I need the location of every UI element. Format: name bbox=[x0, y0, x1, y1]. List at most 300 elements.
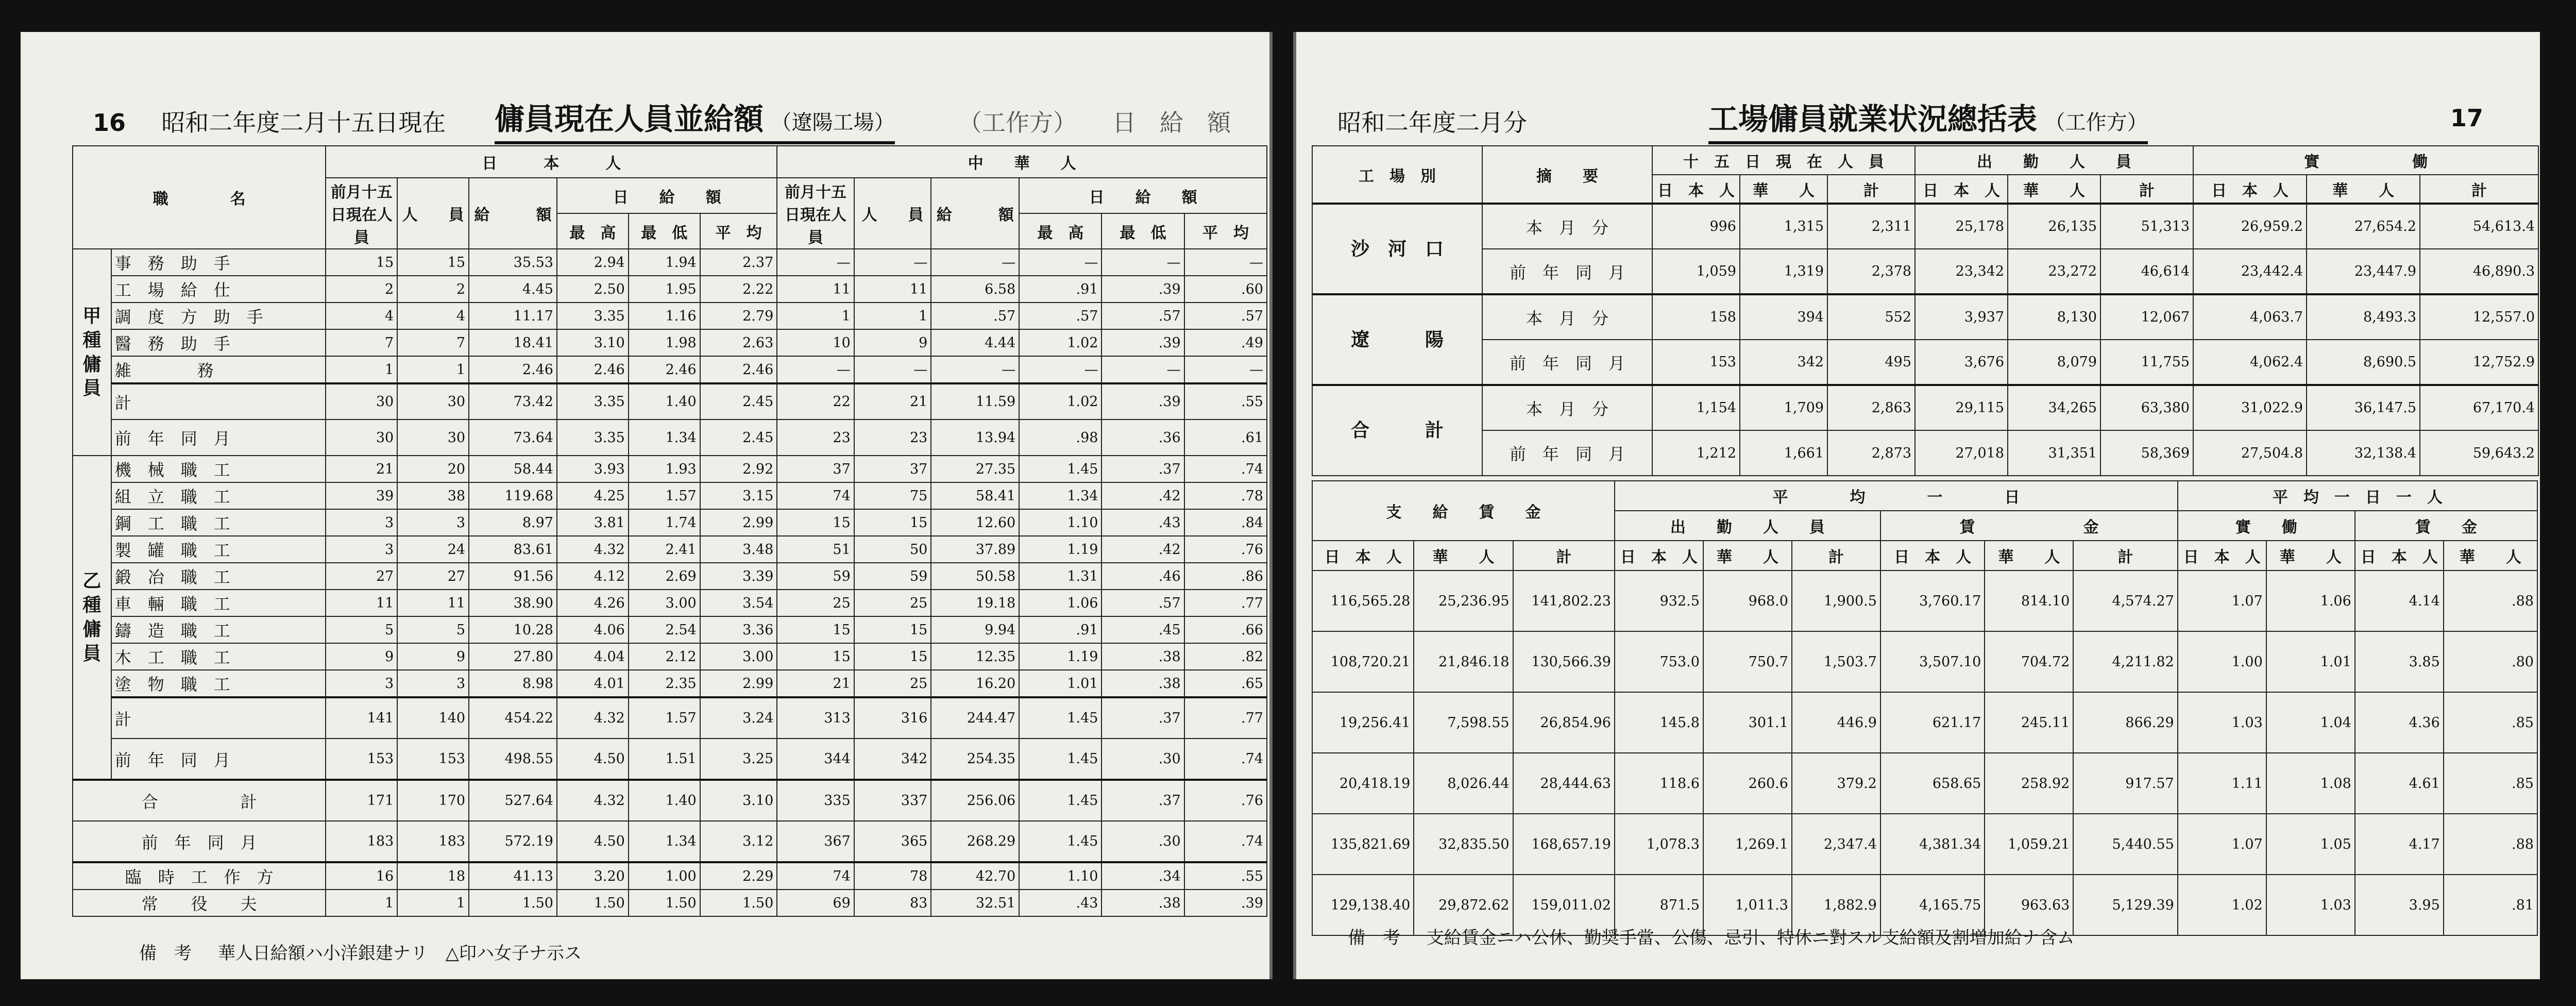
value-cell: 2.45 bbox=[700, 420, 777, 456]
value-cell: 25 bbox=[854, 670, 931, 697]
value-cell: 15 bbox=[854, 643, 931, 670]
row-label: 前 年 同 月 bbox=[111, 420, 326, 456]
value-cell: 38.90 bbox=[469, 590, 557, 616]
value-cell: 15 bbox=[326, 249, 397, 276]
value-cell: .39 bbox=[1101, 329, 1184, 356]
value-cell: 11.59 bbox=[931, 383, 1019, 420]
value-cell: 12,557.0 bbox=[2420, 294, 2538, 340]
value-cell: 22 bbox=[777, 383, 854, 420]
value-cell: 23 bbox=[854, 420, 931, 456]
value-cell: 4.32 bbox=[557, 780, 629, 821]
value-cell: .38 bbox=[1101, 643, 1184, 670]
table-row bbox=[1312, 753, 2537, 814]
value-cell: 3.81 bbox=[557, 509, 629, 536]
value-cell: 1.57 bbox=[629, 697, 700, 739]
value-cell: 4,063.7 bbox=[2193, 294, 2307, 340]
row-label: 前 年 同 月 bbox=[1482, 430, 1652, 476]
value-cell: 11 bbox=[326, 590, 397, 616]
value-cell: 258.92 bbox=[1985, 753, 2073, 814]
value-cell: 37.89 bbox=[931, 536, 1019, 563]
value-cell: 75 bbox=[854, 482, 931, 509]
value-cell: 170 bbox=[397, 780, 469, 821]
value-cell: 13.94 bbox=[931, 420, 1019, 456]
value-cell: 27.35 bbox=[931, 456, 1019, 482]
value-cell: — bbox=[1184, 356, 1267, 383]
row-label: 合 計 bbox=[73, 780, 326, 821]
lower-head-nihon-3: 日 本 人 bbox=[1880, 541, 1985, 571]
value-cell: .37 bbox=[1101, 456, 1184, 482]
col-head-cn-max: 最 高 bbox=[1019, 213, 1101, 249]
value-cell: 28,444.63 bbox=[1513, 753, 1615, 814]
value-cell: .84 bbox=[1184, 509, 1267, 536]
value-cell: 1.07 bbox=[2178, 571, 2266, 631]
table-row bbox=[73, 509, 1267, 536]
value-cell: 4.26 bbox=[557, 590, 629, 616]
value-cell: 58.44 bbox=[469, 456, 557, 482]
value-cell: .36 bbox=[1101, 420, 1184, 456]
value-cell: 1.04 bbox=[2266, 692, 2355, 753]
value-cell: 871.5 bbox=[1615, 875, 1703, 935]
value-cell: 4.04 bbox=[557, 643, 629, 670]
value-cell: .42 bbox=[1101, 482, 1184, 509]
value-cell: 750.7 bbox=[1703, 631, 1792, 692]
value-cell: 2.54 bbox=[629, 616, 700, 643]
table-row bbox=[73, 356, 1267, 383]
col-head-cn-prev: 前月十五日現在人員 bbox=[777, 178, 854, 249]
table-row bbox=[73, 821, 1267, 862]
value-cell: 7,598.55 bbox=[1414, 692, 1513, 753]
value-cell: 30 bbox=[326, 420, 397, 456]
value-cell: 2,311 bbox=[1827, 204, 1915, 249]
value-cell: 4.32 bbox=[557, 697, 629, 739]
value-cell: 1.31 bbox=[1019, 563, 1101, 590]
value-cell: 7 bbox=[397, 329, 469, 356]
value-cell: 4.25 bbox=[557, 482, 629, 509]
value-cell: 12,752.9 bbox=[2420, 340, 2538, 385]
value-cell: 2.35 bbox=[629, 670, 700, 697]
left-page bbox=[21, 32, 1273, 979]
value-cell: 26,135 bbox=[2008, 204, 2100, 249]
value-cell: 153 bbox=[397, 739, 469, 780]
value-cell: 140 bbox=[397, 697, 469, 739]
value-cell: 2.45 bbox=[700, 383, 777, 420]
value-cell: .57 bbox=[1019, 303, 1101, 329]
value-cell: 2.63 bbox=[700, 329, 777, 356]
value-cell: 27 bbox=[397, 563, 469, 590]
value-cell: .60 bbox=[1184, 276, 1267, 303]
value-cell: 41.13 bbox=[469, 862, 557, 890]
value-cell: — bbox=[1019, 249, 1101, 276]
table-row bbox=[73, 780, 1267, 821]
value-cell: 2.46 bbox=[469, 356, 557, 383]
upper-head-jitsu: 實 働 bbox=[2193, 146, 2538, 175]
col-head-jp-max: 最 高 bbox=[557, 213, 629, 249]
value-cell: 8.97 bbox=[469, 509, 557, 536]
value-cell: 658.65 bbox=[1880, 753, 1985, 814]
value-cell: 1.06 bbox=[2266, 571, 2355, 631]
value-cell: 3.24 bbox=[700, 697, 777, 739]
value-cell: 2.94 bbox=[557, 249, 629, 276]
value-cell: 2,873 bbox=[1827, 430, 1915, 476]
row-label: 本 月 分 bbox=[1482, 204, 1652, 249]
value-cell: 1.02 bbox=[1019, 383, 1101, 420]
value-cell: .57 bbox=[1184, 303, 1267, 329]
value-cell: 145.8 bbox=[1615, 692, 1703, 753]
col-head-jp-avg: 平 均 bbox=[700, 213, 777, 249]
value-cell: 35.53 bbox=[469, 249, 557, 276]
lower-head-nihon-4: 日 本 人 bbox=[2178, 541, 2266, 571]
right-upper-table bbox=[1312, 145, 2539, 476]
right-title-block bbox=[1708, 95, 2148, 144]
value-cell: 996 bbox=[1652, 204, 1740, 249]
row-label: 車 輛 職 工 bbox=[111, 590, 326, 616]
value-cell: 21 bbox=[854, 383, 931, 420]
value-cell: .42 bbox=[1101, 536, 1184, 563]
value-cell: 2,378 bbox=[1827, 249, 1915, 294]
row-label: 調 度 方 助 手 bbox=[111, 303, 326, 329]
value-cell: 1.57 bbox=[629, 482, 700, 509]
value-cell: 54,613.4 bbox=[2420, 204, 2538, 249]
value-cell: 3 bbox=[326, 670, 397, 697]
value-cell: 153 bbox=[1652, 340, 1740, 385]
table-row bbox=[1312, 631, 2537, 692]
value-cell: 1.74 bbox=[629, 509, 700, 536]
value-cell: 108,720.21 bbox=[1312, 631, 1414, 692]
value-cell: 268.29 bbox=[931, 821, 1019, 862]
table-row bbox=[73, 643, 1267, 670]
value-cell: 20,418.19 bbox=[1312, 753, 1414, 814]
value-cell: 342 bbox=[1740, 340, 1827, 385]
value-cell: 260.6 bbox=[1703, 753, 1792, 814]
value-cell: 572.19 bbox=[469, 821, 557, 862]
value-cell: 4.50 bbox=[557, 821, 629, 862]
lower-head-shikyu: 支 給 賃 金 bbox=[1312, 481, 1615, 541]
upper-head-chuka-1: 華 人 bbox=[1740, 175, 1827, 204]
table-row bbox=[73, 697, 1267, 739]
left-table bbox=[72, 145, 1267, 917]
value-cell: 1.40 bbox=[629, 780, 700, 821]
value-cell: 1.01 bbox=[1019, 670, 1101, 697]
value-cell: 244.47 bbox=[931, 697, 1019, 739]
col-head-jp-prev: 前月十五日現在人員 bbox=[326, 178, 397, 249]
value-cell: 704.72 bbox=[1985, 631, 2073, 692]
value-cell: 454.22 bbox=[469, 697, 557, 739]
value-cell: .91 bbox=[1019, 276, 1101, 303]
value-cell: — bbox=[854, 249, 931, 276]
value-cell: — bbox=[931, 249, 1019, 276]
table-row bbox=[1312, 204, 2538, 249]
value-cell: — bbox=[777, 249, 854, 276]
lower-head-nihon-5: 日 本 人 bbox=[2355, 541, 2444, 571]
value-cell: 21 bbox=[777, 670, 854, 697]
row-label: 鍛 冶 職 工 bbox=[111, 563, 326, 590]
value-cell: 10 bbox=[777, 329, 854, 356]
upper-head-kei-3: 計 bbox=[2420, 175, 2538, 204]
value-cell: 1.08 bbox=[2266, 753, 2355, 814]
left-note-label: 備 考 bbox=[139, 943, 192, 964]
value-cell: 1.34 bbox=[629, 821, 700, 862]
value-cell: 2.46 bbox=[629, 356, 700, 383]
value-cell: 9 bbox=[326, 643, 397, 670]
value-cell: .39 bbox=[1101, 383, 1184, 420]
table-row bbox=[73, 456, 1267, 482]
value-cell: 25,178 bbox=[1915, 204, 2008, 249]
row-label: 事 務 助 手 bbox=[111, 249, 326, 276]
lower-head-jitsudo: 實 働 bbox=[2178, 511, 2355, 541]
left-page-number: 16 bbox=[93, 109, 126, 137]
value-cell: .85 bbox=[2444, 753, 2537, 814]
table-row bbox=[73, 563, 1267, 590]
table-row bbox=[73, 890, 1267, 916]
value-cell: 1,709 bbox=[1740, 385, 1827, 430]
value-cell: 4.44 bbox=[931, 329, 1019, 356]
table-row bbox=[73, 276, 1267, 303]
col-head-nihon: 日 本 人 bbox=[326, 146, 777, 178]
value-cell: .74 bbox=[1184, 821, 1267, 862]
value-cell: 83.61 bbox=[469, 536, 557, 563]
value-cell: 135,821.69 bbox=[1312, 814, 1414, 875]
value-cell: .37 bbox=[1101, 697, 1184, 739]
value-cell: .49 bbox=[1184, 329, 1267, 356]
value-cell: 337 bbox=[854, 780, 931, 821]
value-cell: .30 bbox=[1101, 821, 1184, 862]
value-cell: 1 bbox=[777, 303, 854, 329]
value-cell: 316 bbox=[854, 697, 931, 739]
row-label: 本 月 分 bbox=[1482, 385, 1652, 430]
upper-head-chuka-2: 華 人 bbox=[2008, 175, 2100, 204]
value-cell: .57 bbox=[1101, 303, 1184, 329]
value-cell: 20 bbox=[397, 456, 469, 482]
value-cell: 4.12 bbox=[557, 563, 629, 590]
value-cell: 118.6 bbox=[1615, 753, 1703, 814]
value-cell: 37 bbox=[777, 456, 854, 482]
upper-head-nihon-3: 日 本 人 bbox=[2193, 175, 2307, 204]
value-cell: 379.2 bbox=[1792, 753, 1880, 814]
table-row bbox=[73, 536, 1267, 563]
upper-head-kei-2: 計 bbox=[2100, 175, 2193, 204]
value-cell: 1 bbox=[326, 890, 397, 916]
value-cell: 1,900.5 bbox=[1792, 571, 1880, 631]
value-cell: .43 bbox=[1101, 509, 1184, 536]
row-label: 機 械 職 工 bbox=[111, 456, 326, 482]
value-cell: 78 bbox=[854, 862, 931, 890]
col-head-cn-kyugaku: 給 額 bbox=[931, 178, 1019, 249]
value-cell: 59,643.2 bbox=[2420, 430, 2538, 476]
upper-head-chuka-3: 華 人 bbox=[2307, 175, 2420, 204]
right-subtitle: （工作方） bbox=[2044, 111, 2148, 135]
value-cell: 1 bbox=[397, 890, 469, 916]
value-cell: 3.93 bbox=[557, 456, 629, 482]
value-cell: 11 bbox=[854, 276, 931, 303]
value-cell: 917.57 bbox=[2073, 753, 2177, 814]
value-cell: 91.56 bbox=[469, 563, 557, 590]
value-cell: 1,059 bbox=[1652, 249, 1740, 294]
value-cell: 6.58 bbox=[931, 276, 1019, 303]
left-running-head bbox=[93, 104, 446, 138]
value-cell: 74 bbox=[777, 482, 854, 509]
table-row bbox=[1312, 385, 2538, 430]
value-cell: 16.20 bbox=[931, 670, 1019, 697]
value-cell: .76 bbox=[1184, 780, 1267, 821]
upper-head-nihon-2: 日 本 人 bbox=[1915, 175, 2008, 204]
value-cell: 15 bbox=[777, 509, 854, 536]
value-cell: 159,011.02 bbox=[1513, 875, 1615, 935]
value-cell: 30 bbox=[326, 383, 397, 420]
value-cell: 67,170.4 bbox=[2420, 385, 2538, 430]
left-note-text: 華人日給額ハ小洋銀建ナリ △印ハ女子ナ示ス bbox=[217, 943, 582, 964]
value-cell: .86 bbox=[1184, 563, 1267, 590]
value-cell: 3.00 bbox=[629, 590, 700, 616]
table-row bbox=[1312, 294, 2538, 340]
value-cell: 30 bbox=[397, 383, 469, 420]
value-cell: .85 bbox=[2444, 692, 2537, 753]
table-row bbox=[1312, 692, 2537, 753]
value-cell: 141 bbox=[326, 697, 397, 739]
lower-head-chuka-4: 華 人 bbox=[2266, 541, 2355, 571]
factory-label: 合 計 bbox=[1312, 385, 1482, 476]
value-cell: 335 bbox=[777, 780, 854, 821]
value-cell: — bbox=[777, 356, 854, 383]
value-cell: 2.41 bbox=[629, 536, 700, 563]
value-cell: 23,342 bbox=[1915, 249, 2008, 294]
value-cell: 1,059.21 bbox=[1985, 814, 2073, 875]
right-note-text: 支給賃金ニハ公休、勤奨手當、公傷、忌引、特休ニ對スル支給額及割増加給ナ含ム bbox=[1426, 928, 2075, 948]
value-cell: 1.40 bbox=[629, 383, 700, 420]
value-cell: 2.79 bbox=[700, 303, 777, 329]
value-cell: 4,062.4 bbox=[2193, 340, 2307, 385]
value-cell: 1.03 bbox=[2178, 692, 2266, 753]
value-cell: 1.94 bbox=[629, 249, 700, 276]
right-title: 工場傭員就業状況總括表 bbox=[1708, 102, 2038, 137]
right-page bbox=[1293, 32, 2540, 979]
row-label: 鋼 工 職 工 bbox=[111, 509, 326, 536]
value-cell: 11 bbox=[397, 590, 469, 616]
value-cell: 495 bbox=[1827, 340, 1915, 385]
row-label: 組 立 職 工 bbox=[111, 482, 326, 509]
value-cell: 1,319 bbox=[1740, 249, 1827, 294]
value-cell: 21 bbox=[326, 456, 397, 482]
value-cell: 42.70 bbox=[931, 862, 1019, 890]
value-cell: 32,138.4 bbox=[2307, 430, 2420, 476]
value-cell: .76 bbox=[1184, 536, 1267, 563]
value-cell: 8,493.3 bbox=[2307, 294, 2420, 340]
value-cell: 4.14 bbox=[2355, 571, 2444, 631]
value-cell: 1.34 bbox=[629, 420, 700, 456]
value-cell: .91 bbox=[1019, 616, 1101, 643]
value-cell: 245.11 bbox=[1985, 692, 2073, 753]
value-cell: 2.46 bbox=[557, 356, 629, 383]
value-cell: 23,442.4 bbox=[2193, 249, 2307, 294]
col-head-jp-min: 最 低 bbox=[629, 213, 700, 249]
value-cell: 34,265 bbox=[2008, 385, 2100, 430]
lower-head-chuka-3: 華 人 bbox=[1985, 541, 2073, 571]
left-title: 傭員現在人員並給額 bbox=[495, 102, 764, 137]
value-cell: 3.25 bbox=[700, 739, 777, 780]
value-cell: 11 bbox=[777, 276, 854, 303]
row-label: 前 年 同 月 bbox=[1482, 249, 1652, 294]
value-cell: 9.94 bbox=[931, 616, 1019, 643]
value-cell: 3.95 bbox=[2355, 875, 2444, 935]
value-cell: 23 bbox=[777, 420, 854, 456]
value-cell: 8,026.44 bbox=[1414, 753, 1513, 814]
value-cell: 32,835.50 bbox=[1414, 814, 1513, 875]
value-cell: 1,212 bbox=[1652, 430, 1740, 476]
row-label: 木 工 職 工 bbox=[111, 643, 326, 670]
value-cell: 1 bbox=[326, 356, 397, 383]
value-cell: 4.45 bbox=[469, 276, 557, 303]
value-cell: 19.18 bbox=[931, 590, 1019, 616]
value-cell: 1.51 bbox=[629, 739, 700, 780]
value-cell: .78 bbox=[1184, 482, 1267, 509]
table-row bbox=[73, 616, 1267, 643]
value-cell: 3,676 bbox=[1915, 340, 2008, 385]
value-cell: .38 bbox=[1101, 670, 1184, 697]
value-cell: 3.35 bbox=[557, 420, 629, 456]
lower-head-hitori: 平 均 一 日 一 人 bbox=[2178, 481, 2537, 511]
value-cell: 3,760.17 bbox=[1880, 571, 1985, 631]
value-cell: 59 bbox=[854, 563, 931, 590]
upper-head-factory: 工 場 別 bbox=[1312, 146, 1482, 204]
value-cell: 116,565.28 bbox=[1312, 571, 1414, 631]
value-cell: — bbox=[931, 356, 1019, 383]
value-cell: 2.12 bbox=[629, 643, 700, 670]
value-cell: .65 bbox=[1184, 670, 1267, 697]
value-cell: 36,147.5 bbox=[2307, 385, 2420, 430]
value-cell: 8.98 bbox=[469, 670, 557, 697]
right-page-number: 17 bbox=[2450, 104, 2484, 132]
table-row bbox=[73, 590, 1267, 616]
value-cell: 5 bbox=[326, 616, 397, 643]
value-cell: 19,256.41 bbox=[1312, 692, 1414, 753]
value-cell: 866.29 bbox=[2073, 692, 2177, 753]
value-cell: 3.35 bbox=[557, 383, 629, 420]
value-cell: 963.63 bbox=[1985, 875, 2073, 935]
value-cell: 39 bbox=[326, 482, 397, 509]
value-cell: 552 bbox=[1827, 294, 1915, 340]
value-cell: .88 bbox=[2444, 814, 2537, 875]
value-cell: 15 bbox=[854, 616, 931, 643]
value-cell: 158 bbox=[1652, 294, 1740, 340]
value-cell: 25 bbox=[777, 590, 854, 616]
value-cell: 3.10 bbox=[700, 780, 777, 821]
value-cell: 10.28 bbox=[469, 616, 557, 643]
value-cell: 27.80 bbox=[469, 643, 557, 670]
value-cell: 342 bbox=[854, 739, 931, 780]
value-cell: 1,315 bbox=[1740, 204, 1827, 249]
value-cell: 1,503.7 bbox=[1792, 631, 1880, 692]
value-cell: 5,440.55 bbox=[2073, 814, 2177, 875]
value-cell: 1,882.9 bbox=[1792, 875, 1880, 935]
value-cell: 4,574.27 bbox=[2073, 571, 2177, 631]
value-cell: 3,507.10 bbox=[1880, 631, 1985, 692]
value-cell: 1.45 bbox=[1019, 739, 1101, 780]
value-cell: 30 bbox=[397, 420, 469, 456]
value-cell: 527.64 bbox=[469, 780, 557, 821]
value-cell: 9 bbox=[397, 643, 469, 670]
value-cell: 7 bbox=[326, 329, 397, 356]
value-cell: .39 bbox=[1101, 276, 1184, 303]
table-row bbox=[73, 329, 1267, 356]
value-cell: — bbox=[1184, 249, 1267, 276]
lower-head-chingin2: 賃 金 bbox=[2355, 511, 2537, 541]
value-cell: 74 bbox=[777, 862, 854, 890]
value-cell: 301.1 bbox=[1703, 692, 1792, 753]
table-row bbox=[73, 862, 1267, 890]
group-label: 甲 種 傭 員 bbox=[73, 249, 111, 456]
value-cell: 313 bbox=[777, 697, 854, 739]
value-cell: 1.45 bbox=[1019, 821, 1101, 862]
value-cell: 3.12 bbox=[700, 821, 777, 862]
